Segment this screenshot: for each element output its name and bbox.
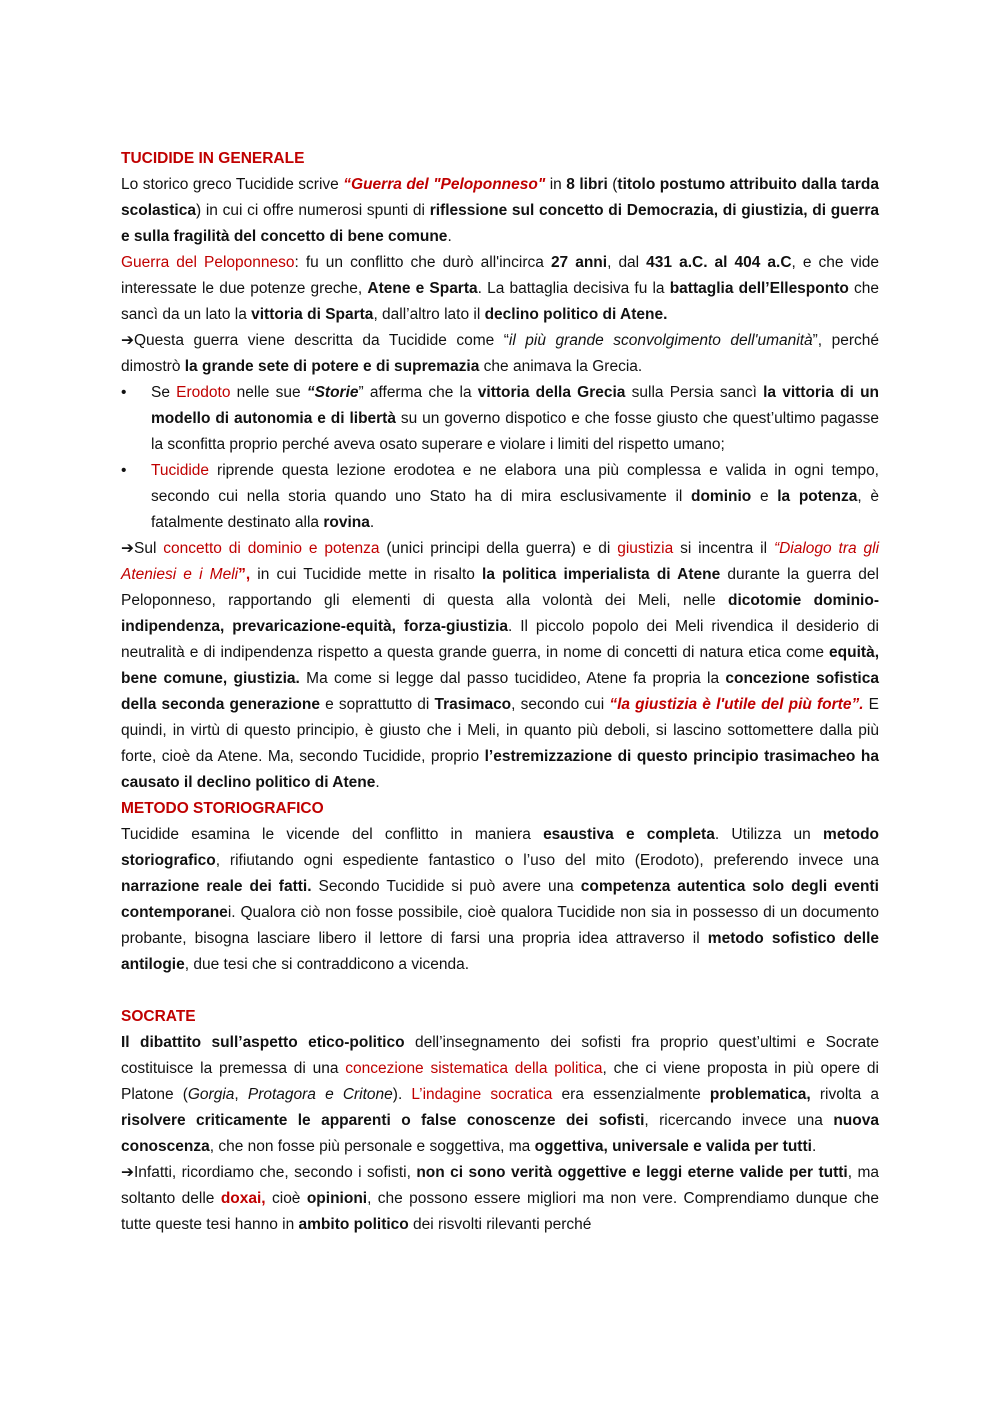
paragraph-socrate-intro (121, 1030, 879, 1160)
text-run: “Dialogo tra gli Ateniesi e i Meli (121, 540, 880, 583)
text-run: 8 libri (566, 176, 608, 193)
text-run: Erodoto (176, 384, 231, 401)
text-run: , che non fosse più personale e soggettiva, ma (209, 1138, 535, 1155)
text-run: esaustiva e completa (543, 826, 715, 843)
text-run: Gorgia (187, 1086, 235, 1103)
text-run: ” afferma che la (358, 384, 478, 401)
text-run: Tucidide esamina le vicende del conflitto in maniera (121, 826, 544, 843)
text-run: ”, perché dimostrò (121, 332, 879, 375)
text-run: . (811, 1138, 817, 1155)
text-run: Lo storico greco Tucidide scrive (121, 176, 344, 193)
text-run: , che possono essere migliori ma non vere. Comprendiamo dunque che tutte queste tesi hanno in (121, 1190, 879, 1233)
text-run: . La battaglia decisiva fu la (477, 280, 670, 297)
text-run: . Il piccolo popolo dei Meli rivendica il desiderio di neutralità e di indipendenza rispetto a questa grande guerra, in nome di concetti di natura etica come (121, 618, 879, 661)
text-run: concezione sofistica della seconda generazione (121, 670, 879, 713)
text-run: , dall’altro lato il (373, 306, 485, 323)
text-run: Guerra del Peloponneso (121, 254, 295, 271)
text-run: ( (607, 176, 618, 193)
text-run: dell’insegnamento dei sofisti fra proprio quest’ultimi e Socrate costituisce la premessa di una (121, 1034, 879, 1077)
text-run: rivolta a (810, 1086, 879, 1103)
text-run: equità, bene comune, giustizia. (121, 644, 879, 687)
text-run: e (751, 488, 778, 505)
text-run: risolvere criticamente le apparenti o false conoscenze dei sofisti (121, 1112, 645, 1129)
list-item-text (151, 462, 879, 531)
text-run: battaglia dell’Ellesponto (669, 280, 849, 297)
text-run: ➔ (121, 332, 134, 349)
text-run: sulla Persia sancì (625, 384, 764, 401)
paragraph-tucidide-intro (121, 172, 879, 250)
text-run: in (545, 176, 567, 193)
text-run: e soprattutto di (319, 696, 435, 713)
text-run: ) in cui ci offre numerosi spunti di (195, 202, 430, 219)
text-run: che animava la Grecia. (479, 358, 643, 375)
text-run: cioè (265, 1190, 307, 1207)
section-heading-tucidide: TUCIDIDE IN GENERALE (121, 150, 305, 167)
text-run: , rifiutando ogni espediente fantastico o l’uso del mito (Erodoto), preferendo invece una (215, 852, 879, 869)
text-run: opinioni (306, 1190, 368, 1207)
paragraph-dialogo-meli (121, 536, 879, 796)
paragraph-guerra-peloponneso (121, 250, 879, 328)
text-run: riflessione sul concetto di Democrazia, di giustizia, di guerra e sulla fragilità del concetto di bene comune (121, 202, 879, 245)
text-run: vittoria di Sparta (251, 306, 374, 323)
bullet-icon: • (121, 384, 127, 401)
text-run: la grande sete di potere e di supremazia (184, 358, 480, 375)
text-run: concezione sistematica della politica (345, 1060, 603, 1077)
text-run: non ci sono verità oggettive e leggi eterne valide per tutti (416, 1164, 848, 1181)
text-run: ➔ (121, 540, 134, 557)
text-run: metodo storiografico (121, 826, 879, 869)
text-run: oggettiva, universale e valida per tutti (534, 1138, 812, 1155)
text-run: la vittoria di un modello di autonomia e di libertà (151, 384, 880, 427)
text-run: ambito politico (298, 1216, 409, 1233)
text-run: Sul (134, 540, 164, 557)
text-run: , ricercando invece una (644, 1112, 834, 1129)
text-run: concetto di dominio e potenza (163, 540, 380, 557)
text-run: , ma soltanto delle (121, 1164, 880, 1207)
text-run: 431 a.C. al 404 a.C (646, 254, 792, 271)
text-run: il più grande sconvolgimento dell'umanità (508, 332, 813, 349)
text-run: ”, (238, 566, 251, 583)
paragraph-metodo (121, 822, 879, 978)
section-spacer (121, 978, 879, 1004)
text-run: , è fatalmente destinato alla (151, 488, 879, 531)
bullet-list (121, 380, 879, 536)
text-run: Atene e Sparta (367, 280, 478, 297)
text-run: in cui Tucidide mette in risalto (250, 566, 483, 583)
text-run: “Storie (306, 384, 359, 401)
text-run: dominio (691, 488, 752, 505)
text-run: “Guerra del "Peloponneso" (343, 176, 546, 193)
text-run: ➔ (121, 1164, 134, 1181)
list-item (121, 458, 879, 536)
text-run: nelle sue (230, 384, 307, 401)
paragraph-sofisti (121, 1160, 879, 1238)
text-run: Il dibattito sull’aspetto etico-politico (121, 1034, 405, 1051)
text-run: i. Qualora ciò non fosse possibile, cioè qualora Tucidide non sia in possesso di un documento probante, bisogna lasciare libero il lettore di farsi una propria idea attraverso il (121, 904, 879, 947)
text-run: E quindi, in virtù di questo principio, è giusto che i Meli, in quanto più deboli, si lascino sottomettere dalla più forte, cioè da Atene. Ma, secondo Tucidide, proprio (121, 696, 880, 765)
text-run: . (375, 774, 380, 791)
text-run: su un governo dispotico e che fosse giusto che quest’ultimo pagasse la sconfitta proprio perché aveva osato superare e violare i limiti del rispetto umano; (151, 410, 879, 453)
text-run: doxai, (220, 1190, 266, 1207)
text-run: Secondo Tucidide si può avere una (311, 878, 581, 895)
document-page (121, 146, 879, 1238)
text-run: rovina (323, 514, 370, 531)
text-run: Ma come si legge dal passo tucidideo, Atene fa propria la (299, 670, 726, 687)
section-heading-socrate: SOCRATE (121, 1008, 196, 1025)
text-run: L’indagine socratica (411, 1086, 553, 1103)
text-run: , secondo cui (511, 696, 610, 713)
bullet-icon: • (121, 462, 127, 479)
list-item (121, 380, 879, 458)
list-item-text (151, 384, 879, 453)
text-run: competenza autentica solo degli eventi contemporane (121, 878, 879, 921)
text-run: , due tesi che si contraddicono a vicenda. (184, 956, 470, 973)
text-run: Questa guerra viene descritta da Tucidide come “ (134, 332, 509, 349)
text-run: 27 anni (550, 254, 608, 271)
text-run: era essenzialmente (552, 1086, 710, 1103)
text-run: narrazione reale dei fatti. (121, 878, 312, 895)
text-run: declino politico di Atene. (484, 306, 668, 323)
text-run: Tucidide (151, 462, 210, 479)
text-run: problematica, (709, 1086, 811, 1103)
text-run: si incentra il (673, 540, 774, 557)
text-run: : fu un conflitto che durò all'incirca (294, 254, 551, 271)
text-run: . Utilizza un (714, 826, 824, 843)
text-run: la politica imperialista di Atene (482, 566, 721, 583)
text-run: . (369, 514, 375, 531)
text-run: , (234, 1086, 248, 1103)
text-run: Trasimaco (434, 696, 512, 713)
text-run: Infatti, ricordiamo che, secondo i sofisti, (134, 1164, 417, 1181)
text-run: Protagora e Critone (247, 1086, 393, 1103)
text-run: Se (151, 384, 177, 401)
text-run: la potenza (777, 488, 858, 505)
text-run: metodo sofistico delle antilogie (121, 930, 879, 973)
text-run: durante la guerra del Peloponneso, rapportando gli elementi di questa alla volontà dei Meli, nelle (121, 566, 879, 609)
text-run: , che ci viene proposta in più opere di Platone ( (121, 1060, 879, 1103)
section-heading-metodo: METODO STORIOGRAFICO (121, 800, 324, 817)
text-run: riprende questa lezione erodotea e ne elabora una più complessa e valida in ogni tempo, secondo cui nella storia quando uno Stato ha di mira esclusivamente il (151, 462, 879, 505)
text-run: l’estremizzazione di questo principio trasimacheo ha causato il declino politico di Atene (121, 748, 879, 791)
text-run: dicotomie dominio-indipendenza, prevaricazione-equità, forza-giustizia (121, 592, 879, 635)
text-run: “la giustizia è l'utile del più forte”. (609, 696, 864, 713)
text-run: dei risvolti rilevanti perché (408, 1216, 592, 1233)
paragraph-sconvolgimento (121, 328, 879, 380)
text-run: titolo postumo attribuito dalla tarda scolastica (121, 176, 880, 219)
text-run: nuova conoscenza (121, 1112, 879, 1155)
text-run: . (447, 228, 452, 245)
text-run: , dal (607, 254, 647, 271)
text-run: ). (392, 1086, 412, 1103)
text-run: giustizia (617, 540, 674, 557)
text-run: , e che vide interessate le due potenze greche, (121, 254, 879, 297)
text-run: vittoria della Grecia (477, 384, 626, 401)
text-run: (unici principi della guerra) e di (379, 540, 618, 557)
text-run: che sancì da un lato la (121, 280, 879, 323)
